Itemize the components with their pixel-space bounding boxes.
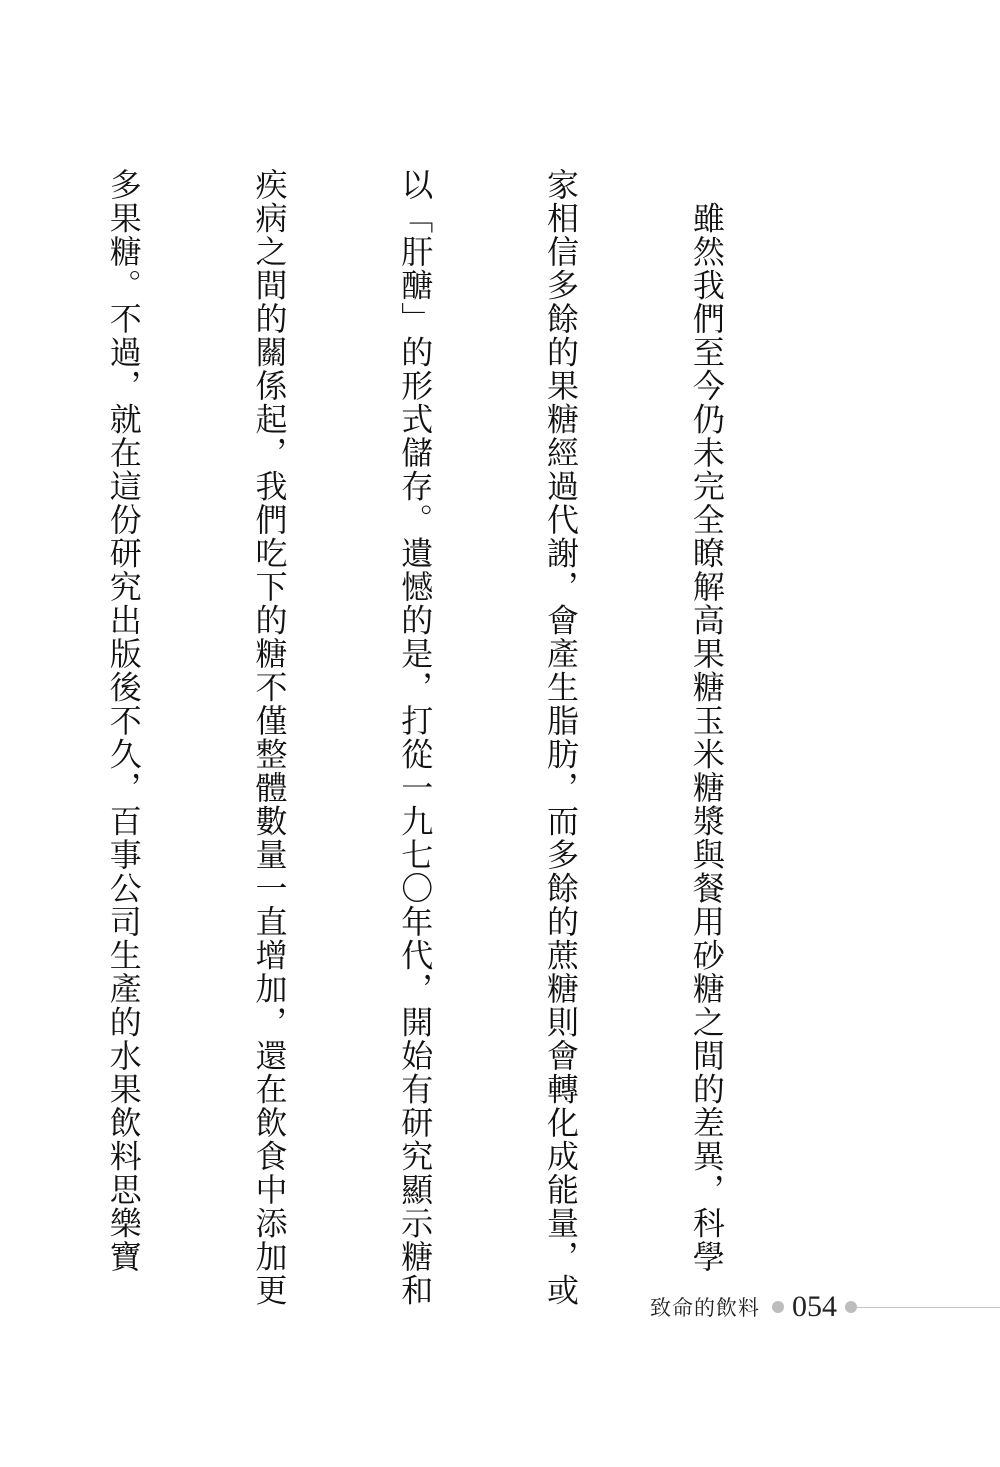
paragraph-line <box>0 168 2 1128</box>
paragraph-line: 雖然我們至今仍未完全瞭解高果糖玉米糖漿與餐用砂糖之間的差異，科學 <box>687 168 726 1274</box>
paragraph-line: 多果糖。不過，就在這份研究出版後不久，百事公司生產的水果飲料思樂寶 <box>104 168 143 1274</box>
page-footer <box>650 1285 1000 1329</box>
bullet-dot-icon <box>772 1301 784 1313</box>
running-title: 致命的飲料 <box>650 1296 760 1320</box>
paragraph-line: 疾病之間的關係起，我們吃下的糖不僅整體數量一直增加，還在飲食中添加更 <box>250 168 289 1307</box>
paragraph-line: 以「肝醣」的形式儲存。遺憾的是，打從一九七〇年代，開始有研究顯示糖和 <box>396 168 435 1307</box>
footer-rule <box>857 1307 1000 1308</box>
body-text <box>0 168 828 1307</box>
bullet-dot-icon <box>845 1301 857 1313</box>
page-number: 054 <box>792 1290 837 1323</box>
paragraph-line: 家相信多餘的果糖經過代謝，會產生脂肪，而多餘的蔗糖則會轉化成能量，或 <box>542 168 581 1307</box>
